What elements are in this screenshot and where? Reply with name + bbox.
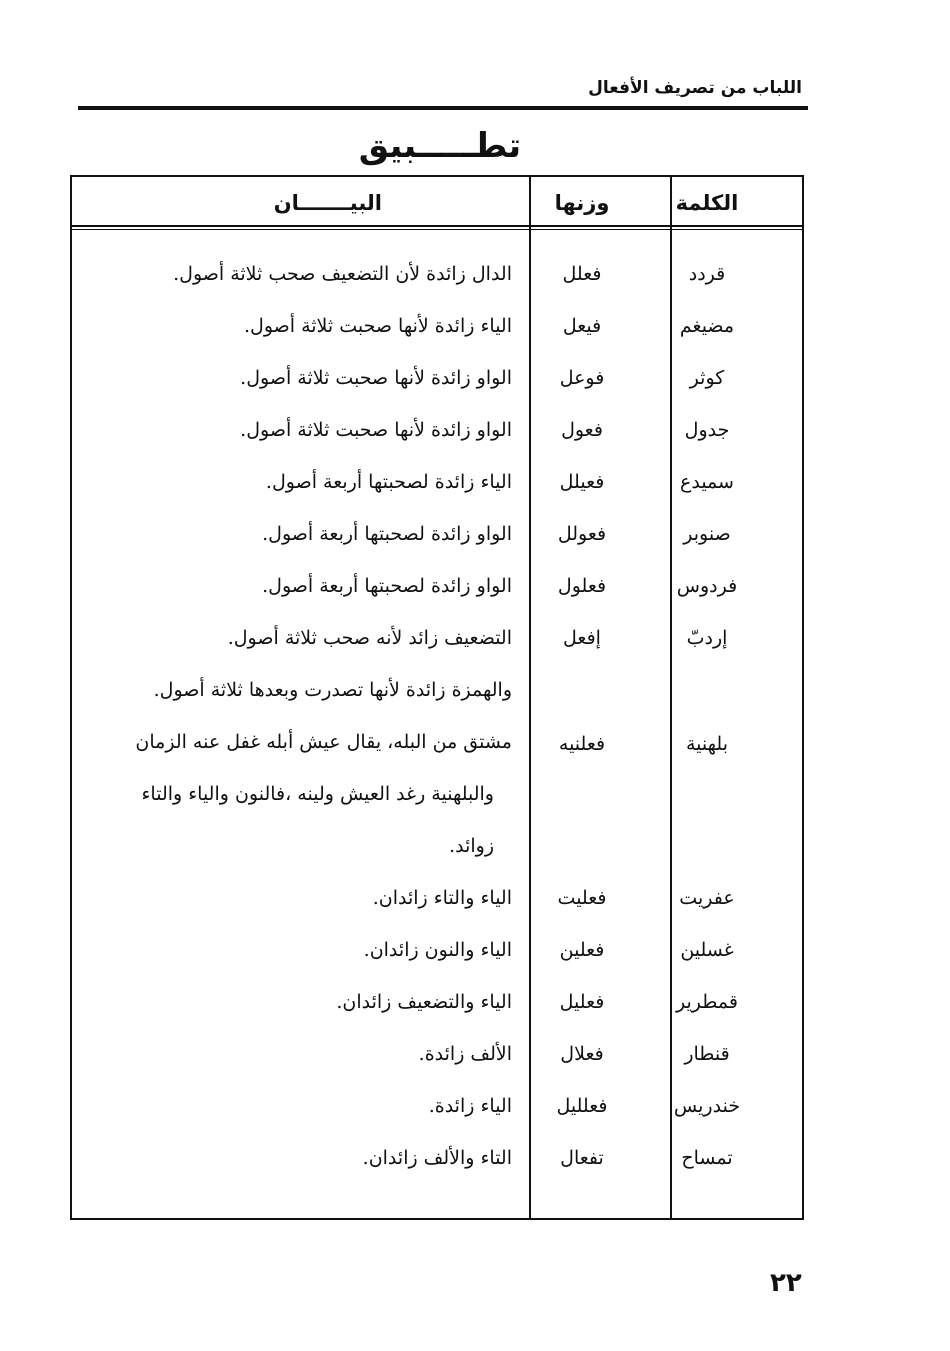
bayan-cell: الألف زائدة. [418, 1043, 512, 1065]
bayan-cell: الواو زائدة لصحبتها أربعة أصول. [262, 523, 512, 545]
page-number: ٢٢ [770, 1268, 802, 1298]
wazn-cell: فيعل [562, 315, 602, 337]
word-cell: غسلين [680, 939, 734, 961]
word-cell: تمساح [681, 1147, 733, 1169]
bayan-cell: الواو زائدة لأنها صحبت ثلاثة أصول. [240, 367, 512, 389]
table-row [72, 367, 802, 415]
section-title: تطـــــبيق [358, 126, 522, 166]
wazn-cell: فعليل [559, 991, 605, 1013]
bayan-cell: الدال زائدة لأن التضعيف صحب ثلاثة أصول. [173, 263, 512, 285]
exercise-table [70, 175, 804, 1220]
wazn-cell: فعلول [557, 575, 607, 597]
wazn-cell: فعلنيه [558, 733, 606, 755]
header-wazn: وزنها [554, 191, 610, 215]
bayan-cell: مشتق من البله، يقال عيش أبله غفل عنه الزمان [135, 731, 512, 753]
table-row [72, 575, 802, 623]
header-divider [72, 225, 802, 227]
word-cell: قمطرير [676, 991, 738, 1013]
bayan-cell: الياء والتضعيف زائدان. [336, 991, 512, 1013]
word-cell: جدول [684, 419, 730, 441]
table-row [72, 1147, 802, 1195]
table-row [72, 419, 802, 467]
running-head: اللباب من تصريف الأفعال [588, 78, 802, 98]
word-cell: سميدع [680, 471, 734, 493]
wazn-cell: فعيلل [559, 471, 605, 493]
header-rule [78, 106, 808, 110]
word-cell: صنوبر [683, 523, 731, 545]
bayan-cell-continued: والهمزة زائدة لأنها تصدرت وبعدها ثلاثة أصول. [153, 679, 512, 701]
table-row [72, 1095, 802, 1143]
word-cell: عفريت [679, 887, 735, 909]
table-row [72, 1043, 802, 1091]
bayan-cell-continued: والبلهنية رغد العيش ولينه ،فالنون والياء والتاء [141, 783, 494, 805]
bayan-cell: الياء والنون زائدان. [363, 939, 512, 961]
bayan-cell: التضعيف زائد لأنه صحب ثلاثة أصول. [227, 627, 512, 649]
wazn-cell: فعلال [560, 1043, 604, 1065]
wazn-cell: تفعال [560, 1147, 604, 1169]
table-row [72, 471, 802, 519]
header-divider-double [72, 229, 802, 230]
wazn-cell: فوعل [559, 367, 605, 389]
table-row [72, 315, 802, 363]
wazn-cell: فعلين [559, 939, 605, 961]
word-cell: بلهنية [686, 733, 728, 755]
table-row [72, 939, 802, 987]
table-row [72, 887, 802, 935]
table-row [72, 627, 802, 675]
header-bayan: البيـــــــان [273, 191, 382, 215]
table-row [72, 523, 802, 571]
header-word: الكلمة [675, 191, 739, 215]
word-cell: قردد [688, 263, 726, 285]
wazn-cell: فعليت [557, 887, 607, 909]
word-cell: إردبّ [686, 627, 728, 649]
bayan-cell-continued: زوائد. [449, 835, 494, 857]
word-cell: فردوس [676, 575, 738, 597]
word-cell: مضيغم [679, 315, 735, 337]
wazn-cell: فعلل [562, 263, 602, 285]
bayan-cell: الياء زائدة لأنها صحبت ثلاثة أصول. [243, 315, 512, 337]
bayan-cell: الواو زائدة لصحبتها أربعة أصول. [262, 575, 512, 597]
bayan-cell: الياء والتاء زائدان. [372, 887, 512, 909]
word-cell: قنطار [684, 1043, 730, 1065]
word-cell: خندريس [673, 1095, 741, 1117]
wazn-cell: إفعل [563, 627, 601, 649]
wazn-cell: فعلليل [556, 1095, 608, 1117]
table-row [72, 263, 802, 311]
wazn-cell: فعولل [557, 523, 607, 545]
bayan-cell: الياء زائدة لصحبتها أربعة أصول. [265, 471, 512, 493]
bayan-cell: الياء زائدة. [428, 1095, 512, 1117]
wazn-cell: فعول [561, 419, 603, 441]
bayan-cell: الواو زائدة لأنها صحبت ثلاثة أصول. [240, 419, 512, 441]
word-cell: كوثر [689, 367, 725, 389]
table-row [72, 991, 802, 1039]
bayan-cell: التاء والألف زائدان. [362, 1147, 512, 1169]
